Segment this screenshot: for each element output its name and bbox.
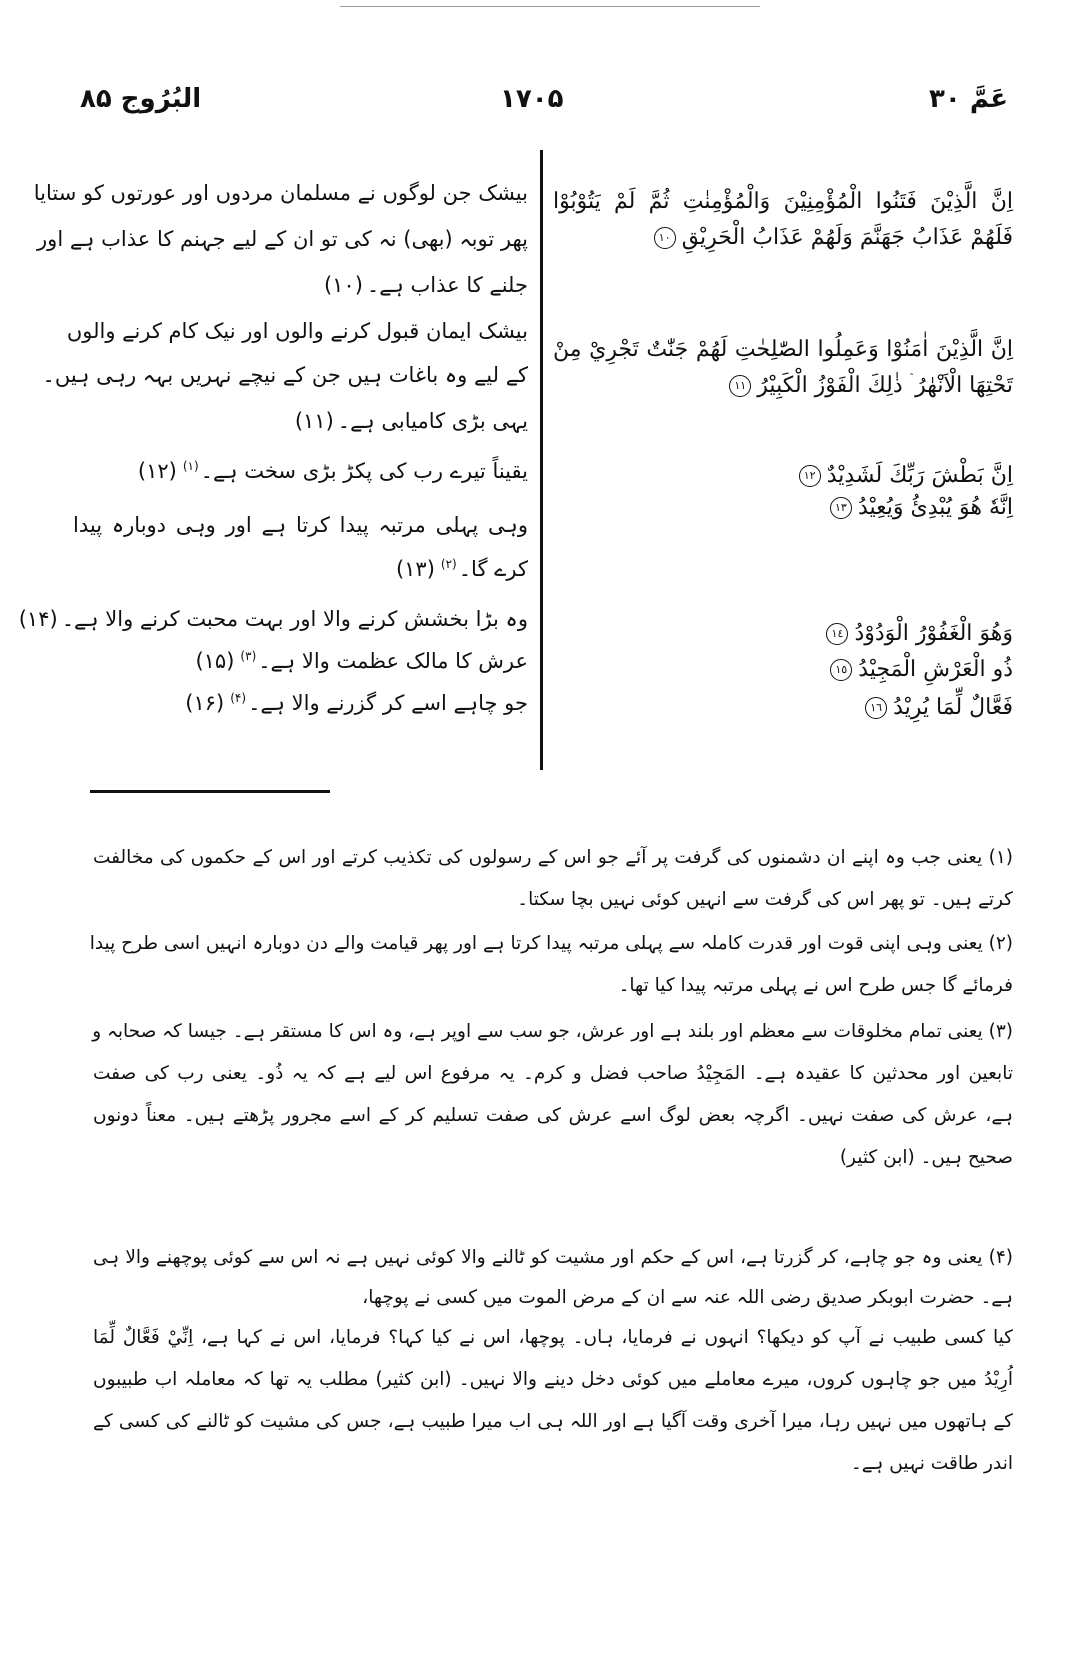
translation-line [33, 180, 528, 207]
footnote-line: کے ہاتھوں میں نہیں رہا، میرا آخری وقت آگیا ہے اور اللہ ہی اب میرا طبیب ہے، جس کی مشیت کو ٹالنے کی کسی کے [93, 1411, 1013, 1432]
translation-text: بیشک ایمان قبول کرنے والوں اور نیک کام کرنے والوں [66, 319, 528, 343]
arabic-verse-line [553, 694, 1013, 723]
top-rule [340, 6, 760, 7]
arabic-verse-line [553, 656, 1013, 685]
verse-end-marker: ١٥ [830, 659, 852, 681]
translation-text: پھر توبہ (بھی) نہ کی تو ان کے لیے جہنم کا عذاب ہے اور [37, 227, 528, 251]
verse-end-marker: ١٣ [830, 497, 852, 519]
surah-label: البُرُوج ۸۵ [80, 84, 202, 114]
footnote-separator [90, 790, 330, 793]
verse-text: اِنَّهٗ هُوَ يُبْدِئُ وَيُعِيْدُ [857, 495, 1013, 520]
verse-text: وَهُوَ الْغَفُوْرُ الْوَدُوْدُ [854, 621, 1013, 646]
footnote-line: صحیح ہیں۔ (ابن کثیر) [839, 1147, 1013, 1168]
footnote-line: تابعین اور محدثین کا عقیدہ ہے۔ المَجِيْدُ صاحب فضل و کرم۔ یہ مرفوع اس لیے ہے کہ یہ ذُو۔ یعنی رب کی صفت [93, 1063, 1013, 1084]
translation-text: جلنے کا عذاب ہے۔ [366, 273, 528, 297]
translation-text: کرے گا۔ [458, 557, 528, 581]
verse-text: فَلَهُمْ عَذَابُ جَهَنَّمَ وَلَهُمْ عَذَابُ الْحَرِيْقِ [681, 225, 1013, 250]
footnote-line: اُرِيْدُ میں جو چاہوں کروں، میرے معاملے میں کوئی دخل دینے والا نہیں۔ (ابن کثیر) مطلب یہ تھا کہ معاملہ اب طبیبوں [93, 1369, 1013, 1390]
translation-text: وہی پہلی مرتبہ پیدا کرتا ہے اور وہی دوبارہ پیدا [73, 513, 528, 537]
footnote-line: ہے، عرش کی صفت نہیں۔ اگرچہ بعض لوگ اسے عرش کی صفت تسلیم کر کے اسے مجرور پڑھتے ہیں۔ معناً دونوں [93, 1105, 1013, 1126]
translation-line [73, 556, 528, 583]
footnote-line: اندر طاقت نہیں ہے۔ [850, 1453, 1013, 1474]
arabic-verse-line [553, 620, 1013, 649]
verse-end-marker: ١٠ [654, 227, 676, 249]
translation-line [73, 458, 528, 485]
translation-line [42, 362, 528, 389]
translation-text: بیشک جن لوگوں نے مسلمان مردوں اور عورتوں کو ستایا [33, 181, 528, 205]
verse-text: فَعَّالٌ لِّمَا يُرِيْدُ [893, 695, 1013, 720]
arabic-verse-line [553, 336, 1013, 365]
arabic-verse-line [553, 494, 1013, 523]
verse-number: (۱۳) [395, 557, 435, 581]
translation-line [73, 648, 528, 675]
verse-text: اِنَّ الَّذِيْنَ فَتَنُوا الْمُؤْمِنِيْنَ وَالْمُؤْمِنٰتِ ثُمَّ لَمْ يَتُوْبُوْا [553, 189, 1013, 214]
footnote-line: کرتے ہیں۔ تو پھر اس کی گرفت سے انہیں کوئی نہیں بچا سکتا۔ [517, 889, 1013, 910]
translation-text: کے لیے وہ باغات ہیں جن کے نیچے نہریں بہہ رہی ہیں۔ [42, 363, 528, 387]
footnote-reference: (۱) [182, 459, 199, 473]
juz-label: عَمَّ ۳۰ [929, 84, 1008, 114]
arabic-verse-line [553, 372, 1013, 401]
translation-text: یقیناً تیرے رب کی پکڑ بڑی سخت ہے۔ [200, 459, 528, 483]
verse-number: (۱۱) [294, 409, 334, 433]
page-number: ۱۷۰۵ [500, 84, 564, 114]
arabic-verse-line [553, 224, 1013, 253]
translation-line [37, 226, 528, 253]
verse-text: تَحْتِهَا الْاَنْهٰرُ ۛ ذٰلِكَ الْفَوْزُ الْكَبِيْرُ [757, 373, 1013, 398]
verse-end-marker: ١١ [729, 375, 751, 397]
footnote-line: (۳) یعنی تمام مخلوقات سے معظم اور بلند ہے اور عرش، جو سب سے اوپر ہے، وہ اس کا مستقر ہے۔ جیسا کہ صحابہ و [92, 1021, 1013, 1042]
translation-text: یہی بڑی کامیابی ہے۔ [337, 409, 528, 433]
verse-end-marker: ١٦ [865, 697, 887, 719]
verse-number: (۱۰) [323, 273, 363, 297]
translation-line [73, 272, 528, 299]
translation-line [73, 408, 528, 435]
verse-end-marker: ١٤ [826, 623, 848, 645]
translation-line [66, 318, 528, 345]
verse-text: اِنَّ بَطْشَ رَبِّكَ لَشَدِيْدٌ [826, 463, 1013, 488]
footnote-line: (۱) یعنی جب وہ اپنے ان دشمنوں کی گرفت پر آئے جو اس کے رسولوں کی تکذیب کرتے اور اس کے حکموں کی مخالفت [93, 847, 1013, 868]
verse-text: ذُو الْعَرْشِ الْمَجِيْدُ [858, 657, 1013, 682]
footnote-line: (۲) یعنی وہی اپنی قوت اور قدرت کاملہ سے پہلی مرتبہ پیدا کرتا ہے اور پھر قیامت والے دن دوبارہ انہیں اسی طرح پیدا [89, 933, 1013, 954]
verse-number: (۱۲) [137, 459, 177, 483]
arabic-verse-line [553, 462, 1013, 491]
verse-text: اِنَّ الَّذِيْنَ اٰمَنُوْا وَعَمِلُوا الصّٰلِحٰتِ لَهُمْ جَنّٰتٌ تَجْرِيْ مِنْ [553, 337, 1013, 362]
arabic-verse-line [553, 188, 1013, 217]
verse-number: (۱۵) [195, 649, 235, 673]
footnote-line: ہے۔ حضرت ابوبکر صدیق رضی اللہ عنہ سے ان کے مرض الموت میں کسی نے پوچھا، [362, 1287, 1013, 1308]
translation-line [73, 512, 528, 539]
translation-line [73, 690, 528, 717]
translation-text: جو چاہے اسے کر گزرنے والا ہے۔ [248, 691, 528, 715]
translation-text: وہ بڑا بخشش کرنے والا اور بہت محبت کرنے والا ہے۔ [61, 607, 528, 631]
footnote-reference: (۳) [240, 649, 257, 663]
column-divider [540, 150, 543, 770]
footnote-reference: (۴) [230, 691, 247, 705]
footnote-line: فرمائے گا جس طرح اس نے پہلی مرتبہ پیدا کیا تھا۔ [618, 975, 1013, 996]
footnote-line: کیا کسی طبیب نے آپ کو دیکھا؟ انہوں نے فرمایا، ہاں۔ پوچھا، اس نے کیا کہا؟ فرمایا، اس نے کہا ہے، اِنِّيْ فَعَّالٌ لِّمَا [93, 1327, 1013, 1348]
translation-text: عرش کا مالک عظمت والا ہے۔ [258, 649, 528, 673]
translation-line [18, 606, 528, 633]
footnote-line: (۴) یعنی وہ جو چاہے، کر گزرتا ہے، اس کے حکم اور مشیت کو ٹالنے والا کوئی نہیں ہے نہ اس سے کوئی پوچھنے والا ہی [93, 1247, 1013, 1268]
verse-end-marker: ١٢ [799, 465, 821, 487]
verse-number: (۱۴) [18, 607, 58, 631]
verse-number: (۱۶) [185, 691, 225, 715]
footnote-reference: (۲) [440, 557, 457, 571]
